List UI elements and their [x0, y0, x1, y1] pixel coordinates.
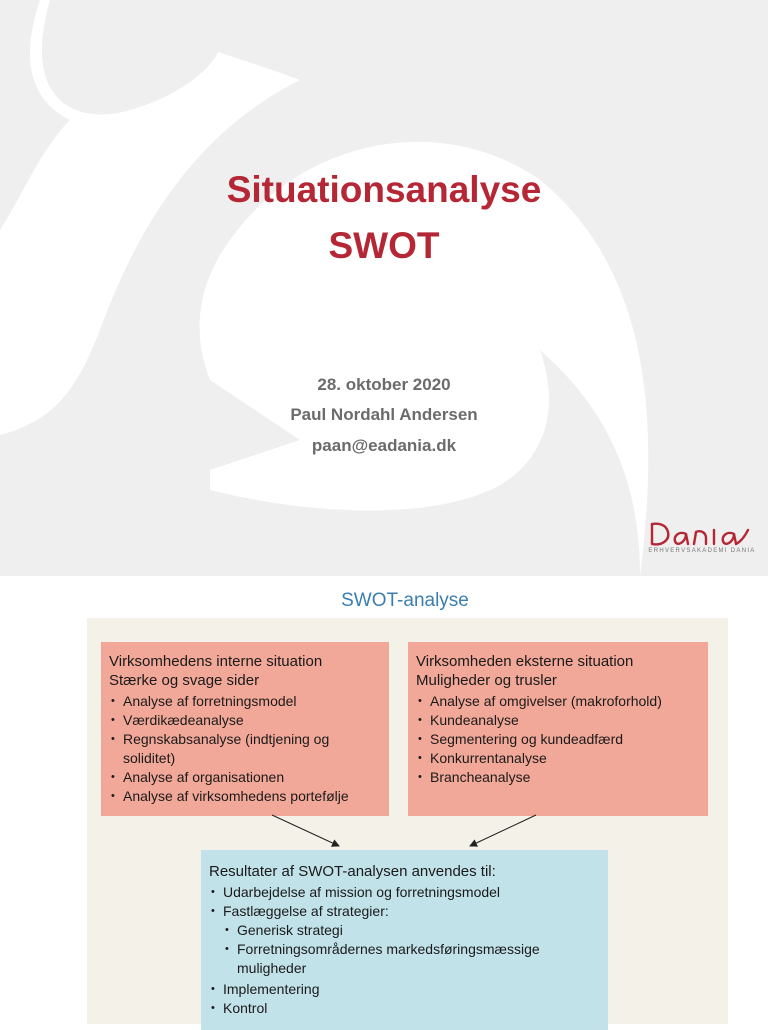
list-item: • Analyse af forretningsmodel [109, 692, 381, 711]
list-item: • Analyse af omgivelser (makroforhold) [416, 692, 700, 711]
external-subtitle: Muligheder og trusler [416, 672, 557, 689]
sub-list-item: • Forretningsområdernes markedsføringsmæssige muligheder [223, 940, 600, 978]
list-item: • Segmentering og kundeadfærd [416, 730, 700, 749]
results-box [201, 850, 608, 1030]
internal-subtitle: Stærke og svage sider [109, 672, 260, 689]
arrow-left [272, 815, 339, 846]
list-item: • Kundeanalyse [416, 711, 700, 730]
list-item: • Fastlæggelse af strategier: [209, 902, 600, 921]
presentation-date: 28. oktober 2020 [317, 375, 451, 394]
list-item: • Konkurrentanalyse [416, 749, 700, 768]
internal-title: Virksomhedens interne situation [109, 653, 323, 670]
logo-subtitle: ERHVERVSAKADEMI DANIA [648, 548, 756, 554]
list-item: • Analyse af organisationen [109, 768, 381, 787]
list-item: • Analyse af virksomhedens portefølje [109, 787, 381, 806]
list-item: • Brancheanalyse [416, 768, 700, 787]
list-item: • Implementering [209, 980, 600, 999]
list-item: • Værdikædeanalyse [109, 711, 381, 730]
sub-list-item: • Generisk strategi [223, 921, 600, 940]
list-item: • Udarbejdelse af mission og forretningsmodel [209, 883, 600, 902]
external-title: Virksomheden eksterne situation [416, 653, 634, 670]
list-item: • Kontrol [209, 999, 600, 1018]
arrow-right [470, 815, 536, 846]
presenter-email: paan@eadania.dk [311, 436, 457, 455]
results-title: Resultater af SWOT-analysen anvendes til: [209, 863, 496, 880]
list-item: • Regnskabsanalyse (indtjening og soliditet) [109, 730, 381, 768]
dania-logo [648, 516, 754, 562]
presentation-title: Situationsanalyse [226, 169, 542, 210]
presenter-name: Paul Nordahl Andersen [290, 405, 478, 424]
slide-heading: SWOT-analyse [341, 590, 469, 611]
presentation-title-line2: SWOT [328, 225, 440, 266]
